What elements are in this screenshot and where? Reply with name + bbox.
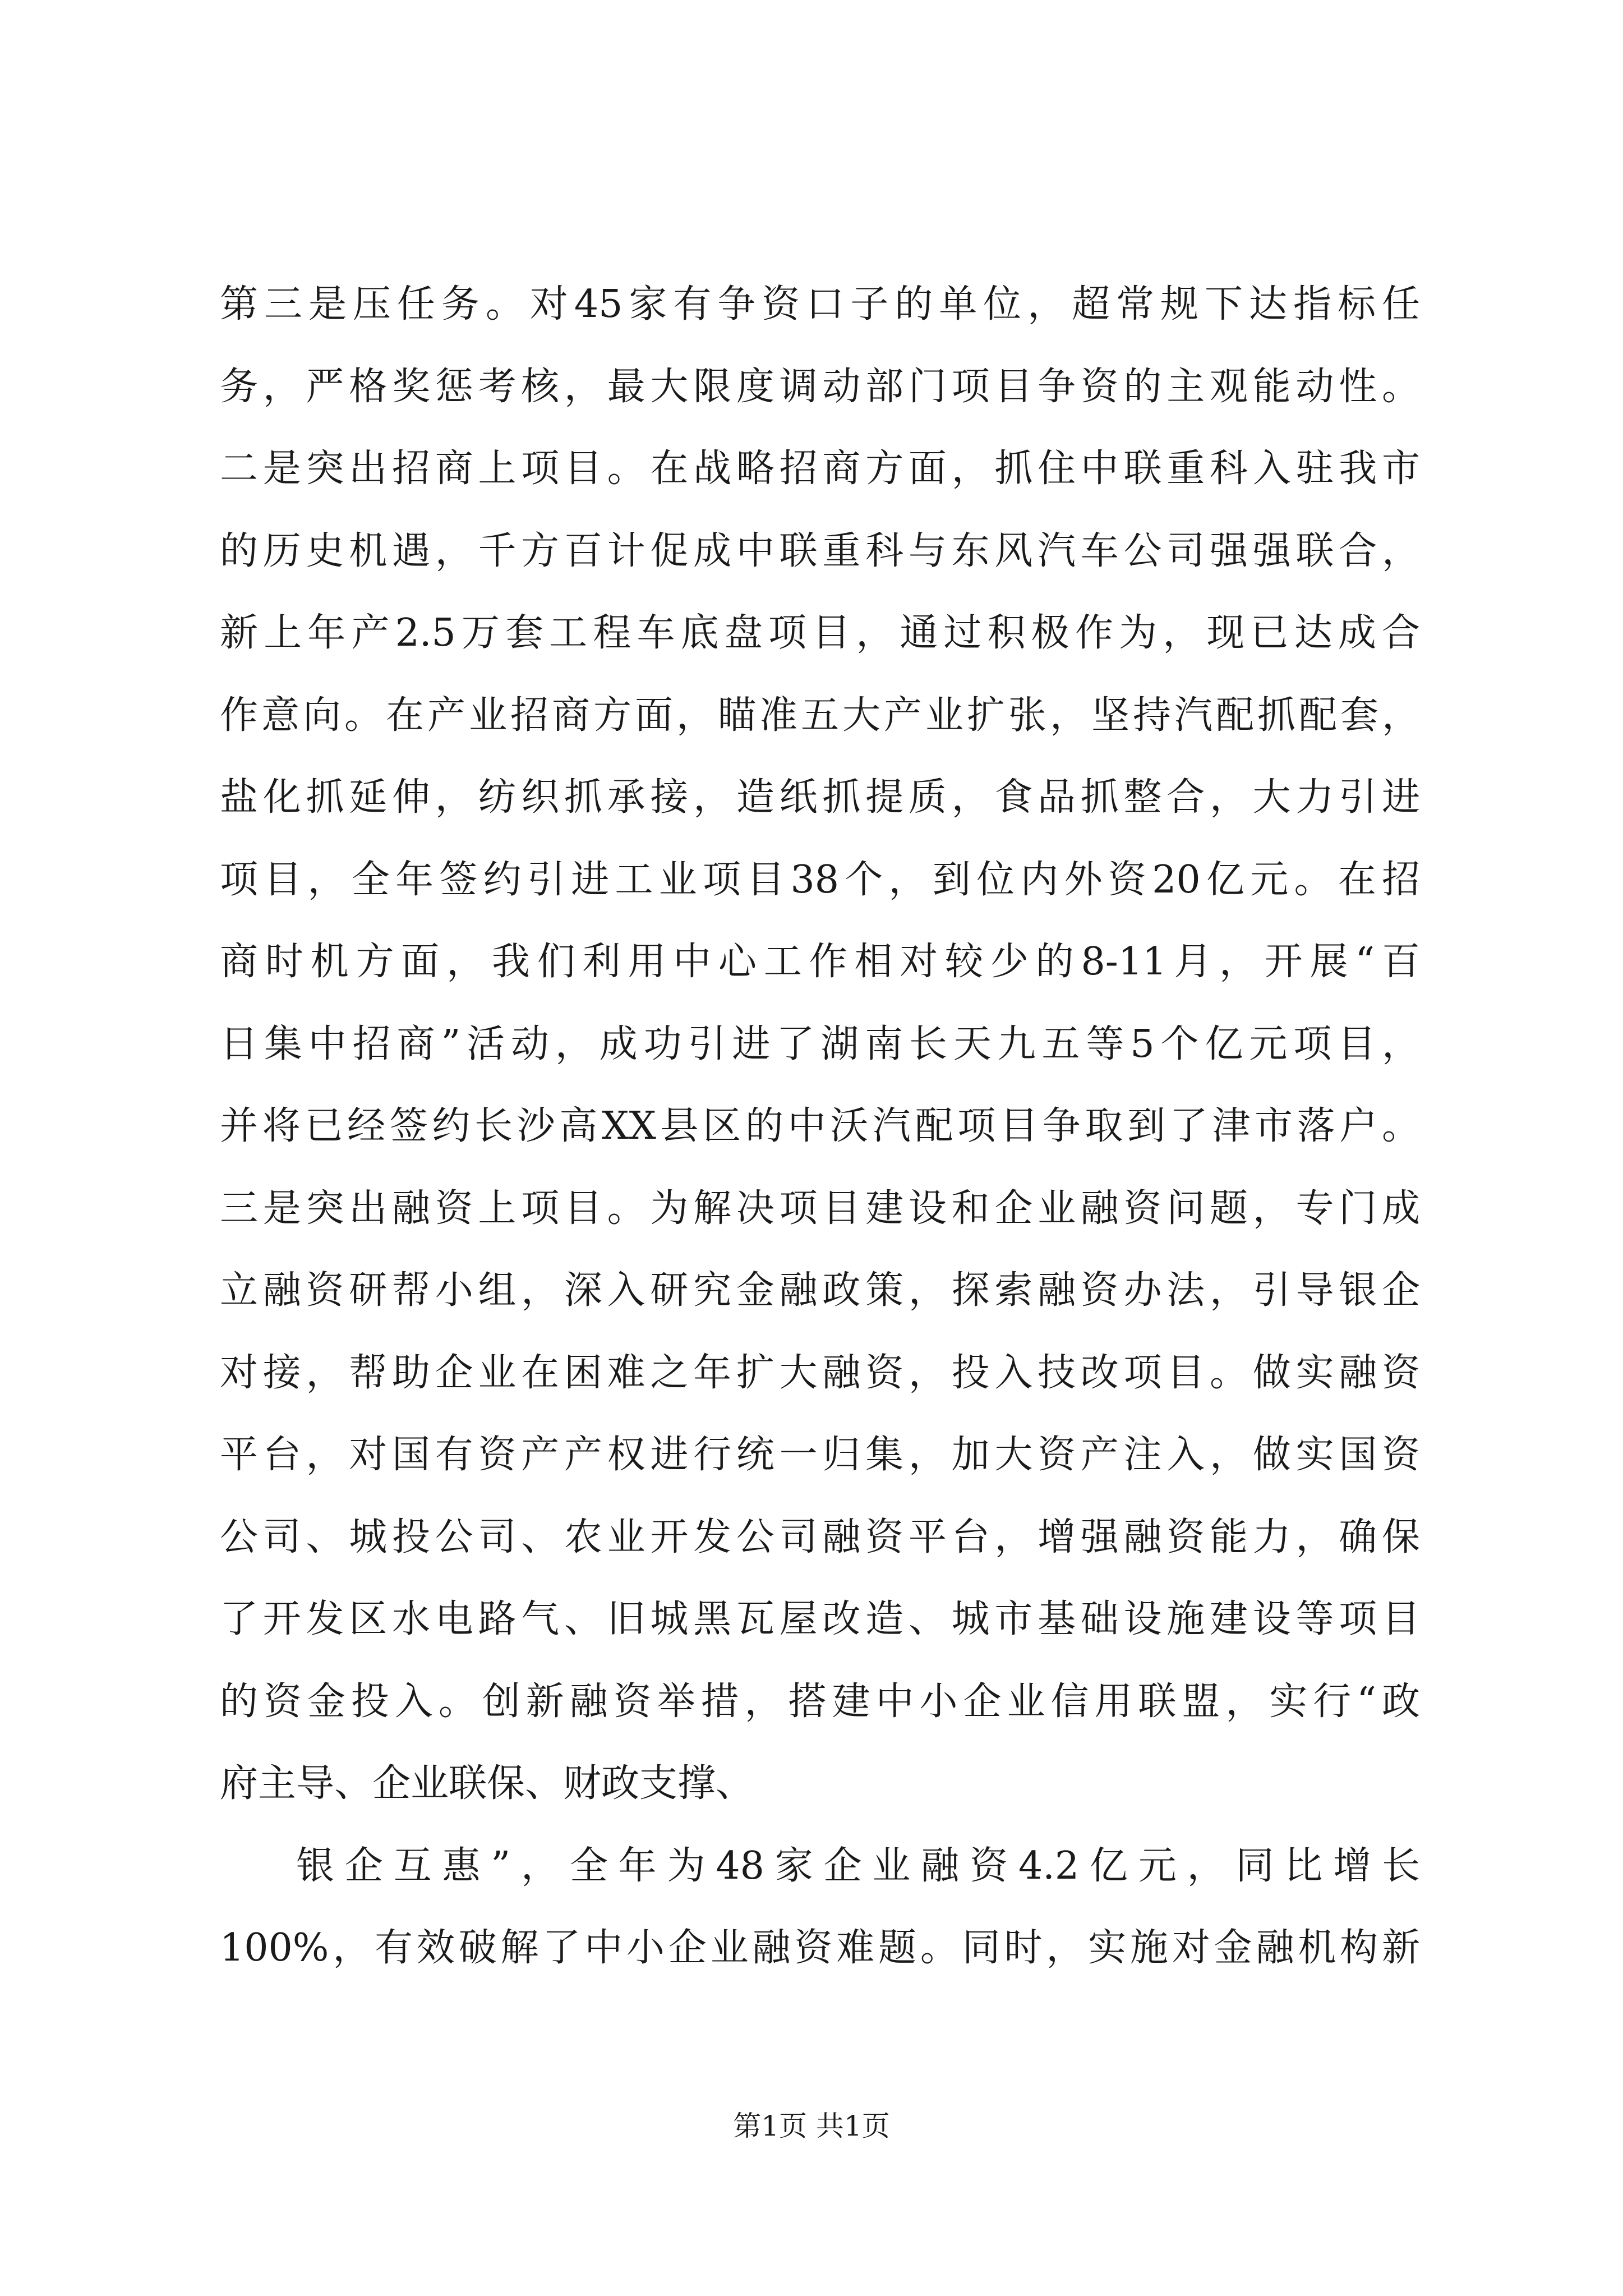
text-line: 银企互惠”，全年为48家企业融资4.2亿元，同比增长 [296, 1843, 1420, 1888]
text-line: 了开发区水电路气、旧城黑瓦屋改造、城市基础设施建设等项目 [220, 1597, 1420, 1641]
text-line: 务，严格奖惩考核，最大限度调动部门项目争资的主观能动性。 [220, 364, 1420, 409]
text-line: 的历史机遇，千方百计促成中联重科与东风汽车公司强强联合， [220, 528, 1420, 573]
text-line: 项目，全年签约引进工业项目38个，到位内外资20亿元。在招 [220, 857, 1420, 902]
text-line: 作意向。在产业招商方面，瞄准五大产业扩张，坚持汽配抓配套， [220, 693, 1420, 738]
text-line: 盐化抓延伸，纺织抓承接，造纸抓提质，食品抓整合，大力引进 [220, 775, 1420, 820]
text-line: 日集中招商”活动，成功引进了湖南长天九五等5个亿元项目， [220, 1022, 1420, 1066]
text-line: 并将已经签约长沙高XX县区的中沃汽配项目争取到了津市落户。 [220, 1104, 1420, 1148]
text-line: 第三是压任务。对45家有争资口子的单位，超常规下达指标任 [220, 282, 1420, 326]
text-line: 立融资研帮小组，深入研究金融政策，探索融资办法，引导银企 [220, 1268, 1420, 1313]
text-line: 三是突出融资上项目。为解决项目建设和企业融资问题，专门成 [220, 1186, 1420, 1231]
text-line: 公司、城投公司、农业开发公司融资平台，增强融资能力，确保 [220, 1515, 1420, 1559]
page-footer [0, 2106, 1623, 2146]
page-number-label: 第1页 共1页 [733, 2110, 890, 2142]
text-line: 100%，有效破解了中小企业融资难题。同时，实施对金融机构新 [220, 1926, 1420, 1970]
text-line: 二是突出招商上项目。在战略招商方面，抓住中联重科入驻我市 [220, 447, 1420, 491]
text-line: 府主导、企业联保、财政支撑、 [220, 1761, 754, 1806]
text-line: 商时机方面，我们利用中心工作相对较少的8-11月，开展“百 [220, 940, 1420, 984]
text-line: 新上年产2.5万套工程车底盘项目，通过积极作为，现已达成合 [220, 611, 1420, 655]
text-line: 对接，帮助企业在困难之年扩大融资，投入技改项目。做实融资 [220, 1350, 1420, 1395]
body-text [220, 264, 1420, 1990]
text-line: 的资金投入。创新融资举措，搭建中小企业信用联盟，实行“政 [220, 1679, 1420, 1724]
text-line: 平台，对国有资产产权进行统一归集，加大资产注入，做实国资 [220, 1433, 1420, 1477]
